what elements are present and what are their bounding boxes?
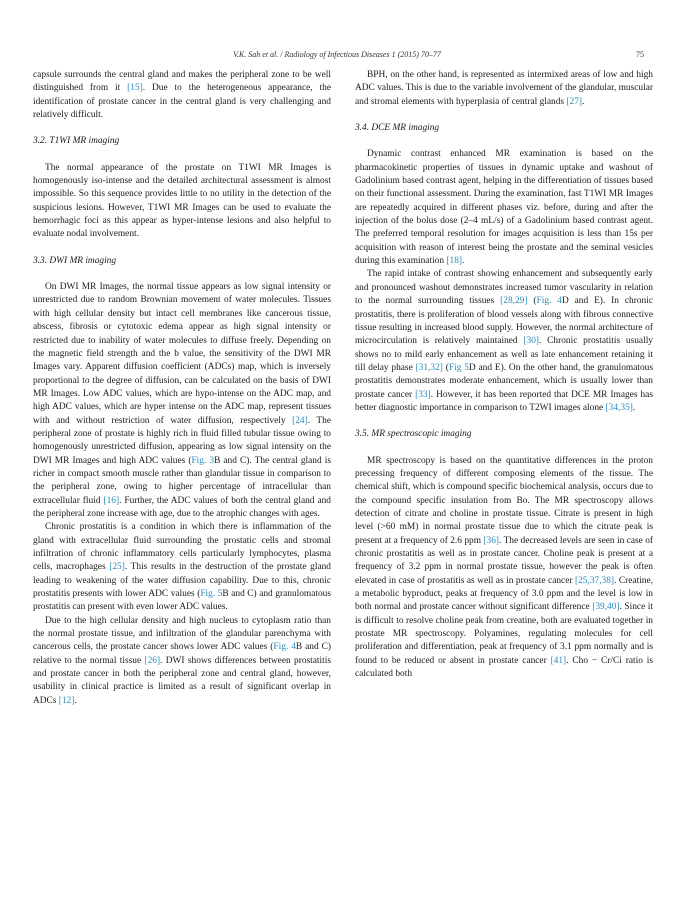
section-heading-dce: 3.4. DCE MR imaging [355, 123, 440, 134]
journal-citation: V.K. Sah et al. / Radiology of Infectious Diseases 1 (2015) 70–77 [233, 50, 441, 59]
section-heading-mrs: 3.5. MR spectroscopic imaging [355, 429, 472, 440]
citation-link[interactable]: [27] [566, 96, 583, 107]
citation-link[interactable]: [18] [446, 256, 463, 267]
running-header [30, 50, 644, 64]
paragraph-bph: BPH, on the other hand, is represented as intermixed areas of low and high ADC values. This is due to the variable involvement of the glandular, muscular and stromal elements with hyperplasia of central glands [27]. [355, 70, 653, 107]
citation-link[interactable]: [39,40] [592, 602, 620, 613]
figure-link[interactable]: Fig. 5 [200, 589, 223, 600]
citation-link[interactable]: [24] [292, 415, 308, 426]
paragraph-dwi-2: Chronic prostatitis is a condition in which there is inflammation of the gland with extracellular fluid surrounding the prostatic cells and stromal infiltration of chronic inflammatory cells particularly lymphocytes, plasma cells, macrophages [25]. This results in the destruction of the prostate gland leading to weakening of the water diffusion capability. Due to this, chronic prostatitis presents with lower ADC values (Fig. 5B and C) and granulomatous prostatitis can present with even lower ADC values. [33, 522, 332, 613]
section-heading-dwi: 3.3. DWI MR imaging [33, 255, 117, 266]
figure-link[interactable]: Fig. 3 [191, 455, 215, 466]
citation-link[interactable]: [41] [550, 655, 567, 666]
paragraph-dce-1: Dynamic contrast enhanced MR examination is based on the pharmacokinetic properties of tissues in dynamic uptake and washout of Gadolinium based contrast agent, helping in the differentiation of tissues based on their functional assessment. During the examination, fast T1WI MR Images are repeatedly acquired in different phases viz. before, during and after the injection of the bolus dose (2–4 mL/s) of a Gadolinium based contrast agent. The preferred temporal resolution for images acquisition is less than 15s per acquisition with reason of interest being the prostate and the seminal vesicles during this examination [18]. [355, 149, 653, 267]
paragraph-dwi-3: Due to the high cellular density and high nucleus to cytoplasm ratio than the normal prostate tissue, and infiltration of the glandular parenchyma with cancerous cells, the prostate cancer shows lower ADC values (Fig. 4B and C) relative to the normal tissue [26]. DWI shows differences between prostatitis and prostate cancer in both the peripheral zone and central gland, however, usability in clinical practice is limited as a result of significant overlap in ADCs [12]. [33, 615, 331, 706]
section-heading-t1wi: 3.2. T1WI MR imaging [33, 136, 120, 147]
citation-link[interactable]: [26] [144, 655, 161, 666]
citation-link[interactable]: [15] [127, 83, 143, 94]
citation-link[interactable]: [31,32] [415, 362, 443, 373]
citation-link[interactable]: [12] [58, 695, 75, 706]
citation-link[interactable]: [25,37,38] [575, 575, 615, 586]
paragraph-dwi-1: On DWI MR Images, the normal tissue appears as low signal intensity or unrestricted due to random Brownian movement of water molecules. Tissues with high cellular density but intact cell membranes like cancerous tissue, abscess, fibrosis or cytotoxic edema appear as high signal intensity or restricted due to inability of water molecules to diffuse freely. Depending on the magnetic field strength and the b value, the sensitivity of the DWI MR Images vary. Apparent diffusion coefficient (ADCs) map, which is inversely proportional to the degree of diffusion, can be calculated on the basis of DWI MR Images. Low ADC values, which are hypo-intense on the ADC map, and high ADC values, which are hyper intense on the ADC map, represent tissues with and without restriction of water diffusion, respectively [24]. The peripheral zone of prostate is highly rich in fluid filled tubular tissue owing to homogenously unrestricted diffusion, appearing as low signal intensity on the DWI MR Images and high ADC values (Fig. 3B and C). The central gland is richer in compact smooth muscle rather than glandular tissue in comparison to the peripheral zone, owing to higher percentage of intracellular than extracellular fluid [16]. Further, the ADC values of both the central gland and the peripheral zone increase with age, due to the atrophic changes with ages. [33, 282, 332, 519]
citation-link[interactable]: [30] [523, 336, 540, 347]
paragraph-t1wi: The normal appearance of the prostate on T1WI MR Images is homogenously iso-intense and the detailed architectural assessment is almost impossible. So this sequence provides little to no utility in the detection of the suspicious lesions. However, T1WI MR Images can be used to evaluate the hemorrhagic foci as this appear as hyper-intense lesions and also helpful to evaluate nodal involvement. [33, 162, 331, 240]
page-number: 75 [636, 50, 644, 59]
paragraph-mrs-1: MR spectroscopy is based on the quantitative differences in the proton precessing frequency of different composing elements of the tissue. The chemical shift, which is compound specific biochemical analysis, occurs due to the compound specific insulation from Bo. The MR spectroscopy allows detection of citrate and choline in prostate tissue. Citrate is present in high level (>60 mM) in normal prostate tissue due to which the citrate peak is present at a frequency of 2.6 ppm [36]. The decreased levels are seen in case of chronic prostatitis as well as in prostate cancer. Choline peak is present at a frequency of 3.2 ppm in normal prostate tissue, however the peak is often elevated in case of prostatitis as well as in prostate cancer [25,37,38]. Creatine, a metabolic byproduct, peaks at frequency of 3.0 ppm and the level is low in both normal and prostate cancer without significant difference [39,40]. Since it is difficult to resolve choline peak from creatine, both are evaluated together in prostate MR spectroscopy. Polyamines, regulating molecules for cell proliferation and differentiation, peak at frequency of 3.1 ppm normally and is found to be reduced or absent in prostate cancer [41]. Cho − Cr/Ci ratio is calculated both [355, 455, 654, 680]
left-column [33, 69, 331, 708]
citation-link[interactable]: [25] [109, 562, 125, 573]
right-column [355, 69, 653, 681]
paragraph-dce-2: The rapid intake of contrast showing enhancement and subsequently early and pronounced washout demonstrates increased tumor vascularity in relation to the normal surrounding tissues [28,29] (Fig. 4D and E). In chronic prostatitis, there is proliferation of blood vessels along with fibrous connective tissue resulting in increased blood supply. However, the normal architecture of microcirculation is relatively maintained [30]. Chronic prostatitis usually shows no to mild early enhancement as well as late enhancement retaining it till delay phase [31,32] (Fig 5D and E). On the other hand, the granulomatous prostatitis demonstrates moderate enhancement, which is usually lower than prostate cancer [33]. However, it has been reported that DCE MR Images has better diagnostic importance in comparison to T2WI images alone [34,35]. [355, 269, 654, 413]
paragraph-capsule: capsule surrounds the central gland and makes the peripheral zone to be well distinguished from it [15]. Due to the heterogeneous appearance, the identification of prostate cancer in the central gland is very challenging and relatively difficult. [33, 70, 331, 121]
figure-link[interactable]: Fig. 4 [536, 296, 562, 307]
citation-link[interactable]: [28,29] [500, 296, 528, 307]
figure-link[interactable]: Fig 5 [448, 362, 469, 373]
citation-link[interactable]: [16] [103, 495, 120, 506]
figure-link[interactable]: Fig. 4 [273, 642, 296, 653]
citation-link[interactable]: [34,35] [605, 402, 633, 413]
citation-link[interactable]: [36] [483, 535, 500, 546]
citation-link[interactable]: [33] [415, 389, 431, 400]
